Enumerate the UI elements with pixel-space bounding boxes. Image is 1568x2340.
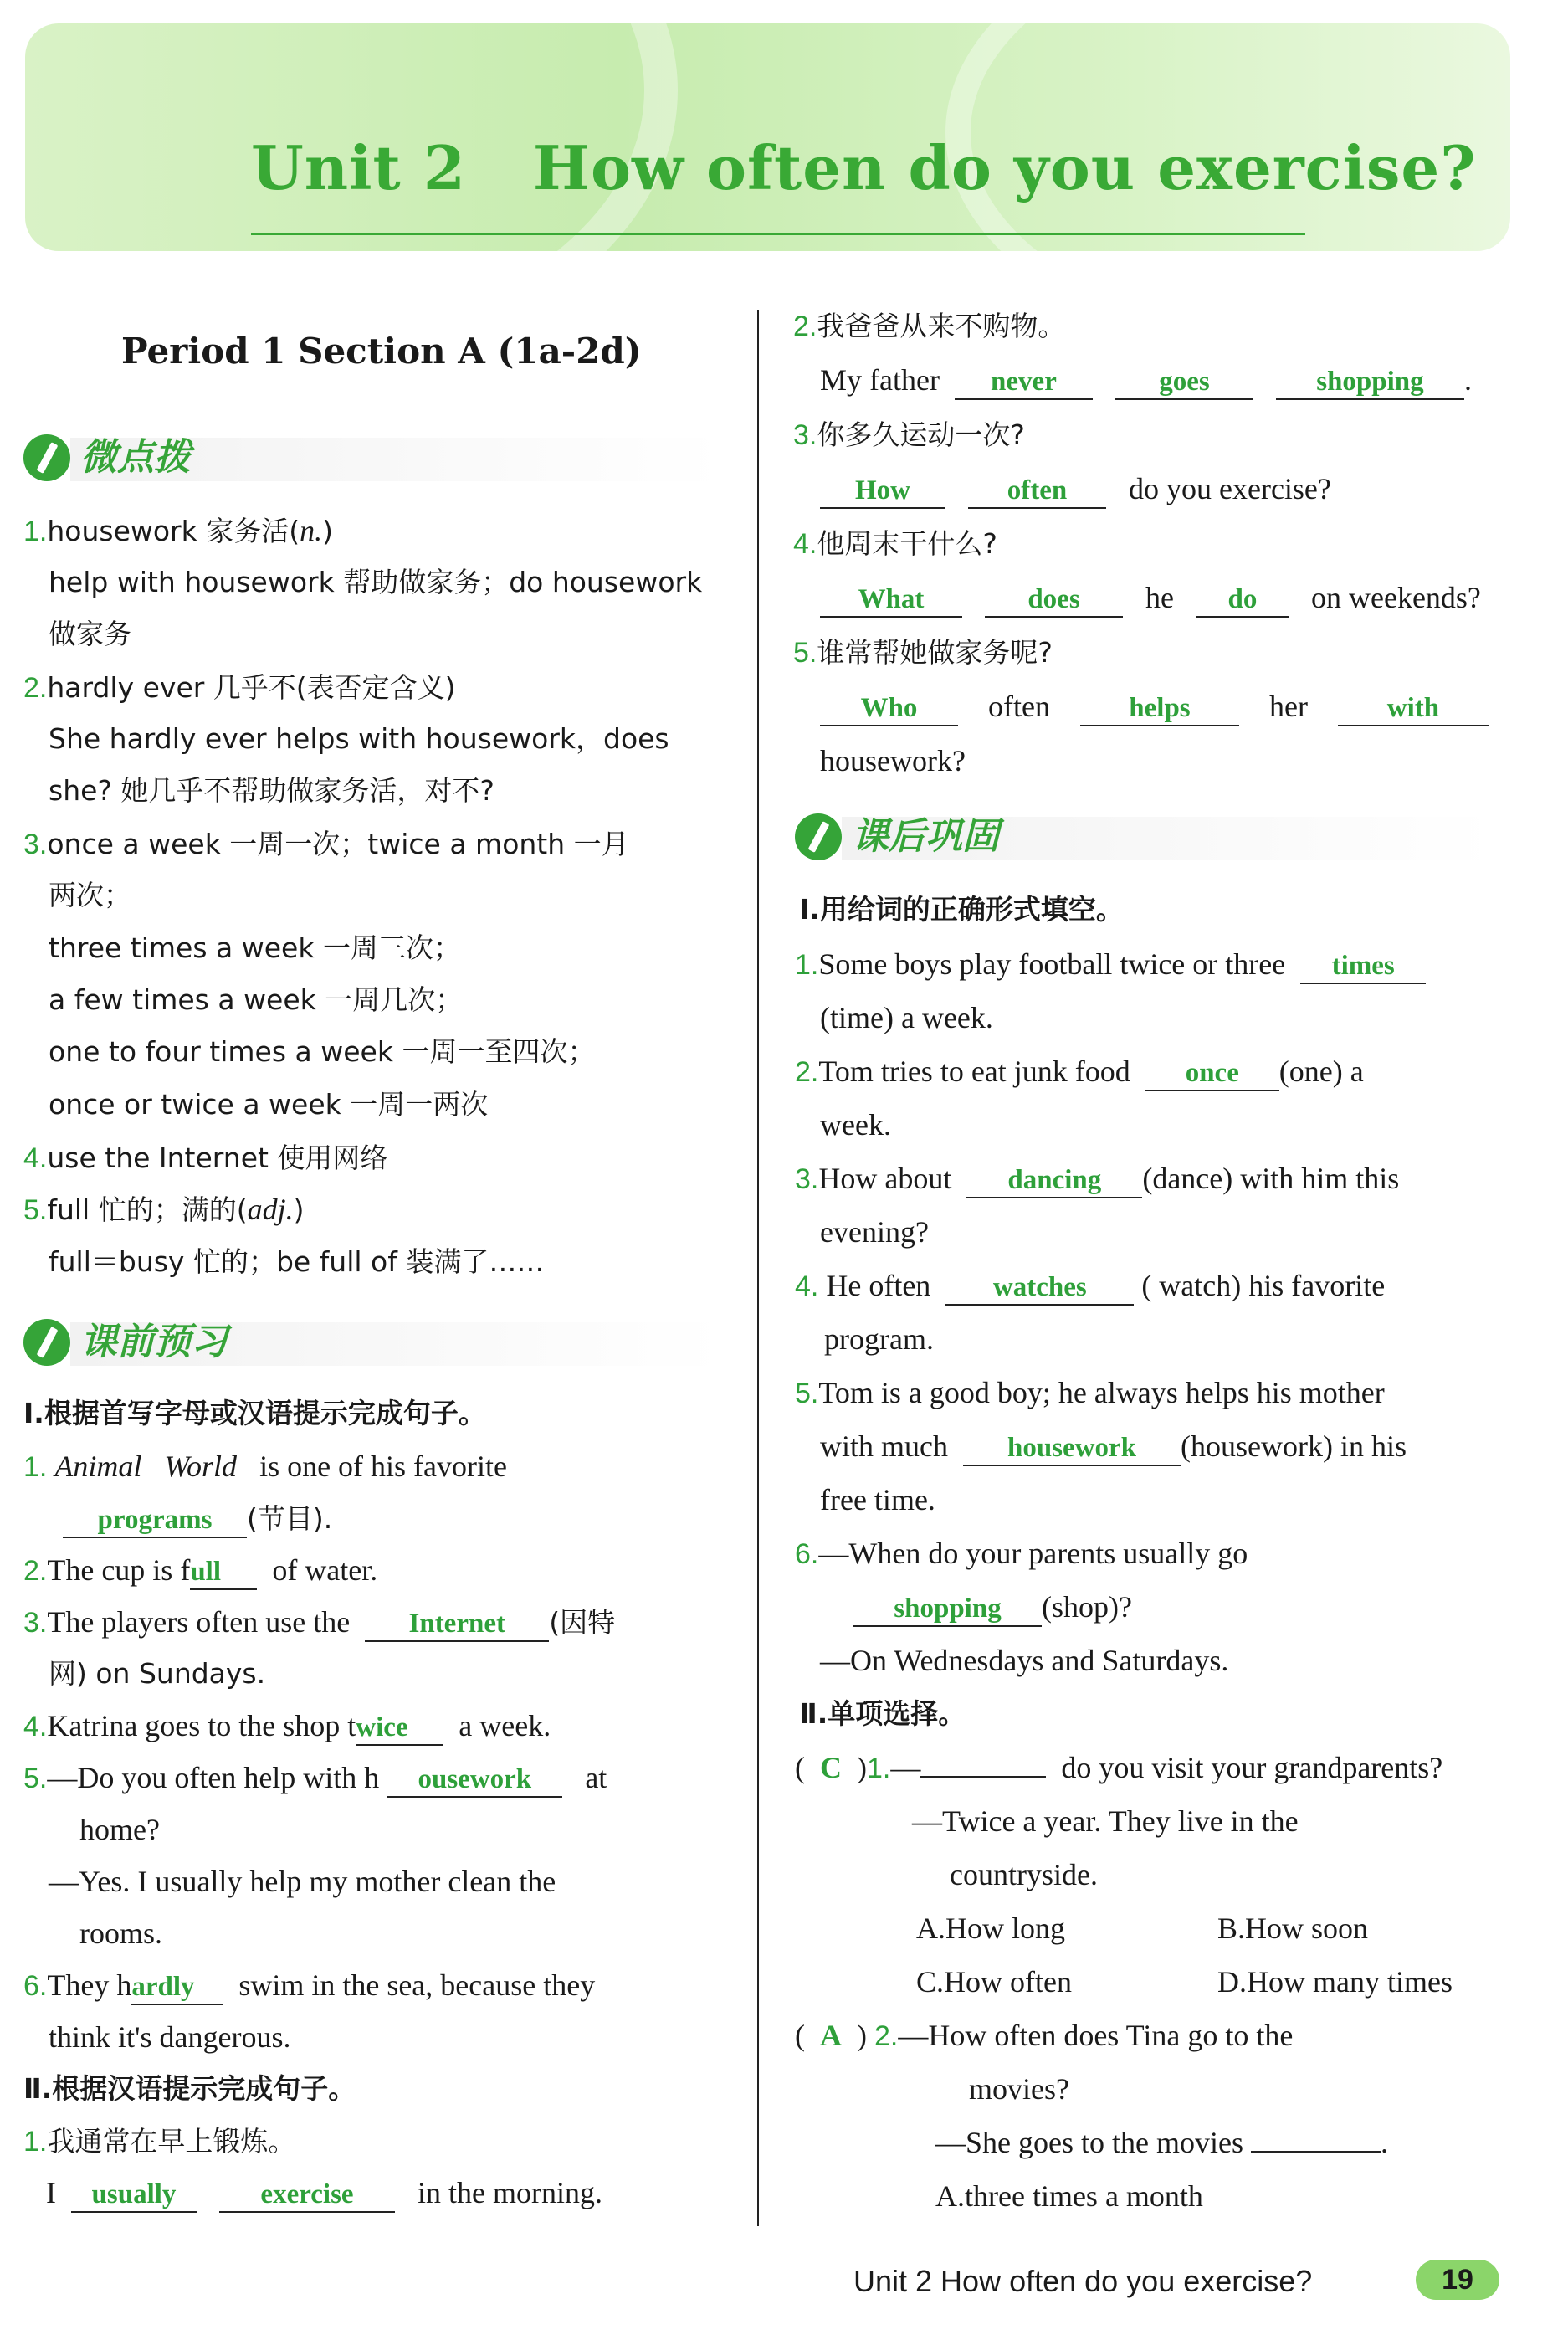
section-title: 课前预习 xyxy=(80,1321,228,1363)
micro-line: 做家务 xyxy=(49,618,131,650)
answer-blank: helps xyxy=(1080,691,1239,726)
answer-blank: once xyxy=(1145,1056,1279,1091)
choice-answer: C xyxy=(820,1751,842,1784)
micro-line: once or twice a week 一周一两次 xyxy=(49,1088,489,1121)
micro-item-4: 4.use the Internet 使用网络 xyxy=(23,1142,388,1174)
micro-line: three times a week 一周三次； xyxy=(49,931,461,964)
translate-q5: 5.谁常帮她做家务呢? xyxy=(793,636,1053,669)
after-q2-cont: week. xyxy=(820,1108,891,1142)
preview-q5-cont: rooms. xyxy=(79,1917,162,1950)
choice-q2-cont: movies? xyxy=(969,2072,1069,2106)
answer-blank: often xyxy=(968,474,1106,509)
preview-q6-cont: think it's dangerous. xyxy=(49,2020,291,2054)
unit-question: How often do you exercise? xyxy=(532,132,1477,203)
answer-blank: How xyxy=(820,474,945,509)
option-d: D.How many times xyxy=(1217,1965,1453,1999)
choice-q2-cont: —She goes to the movies . xyxy=(935,2126,1388,2159)
unit-title xyxy=(251,132,1476,203)
preview-q3: 3.The players often use the Internet (因特 xyxy=(23,1602,615,1643)
preview-q5-cont: home? xyxy=(79,1813,160,1846)
section-title: 课后巩固 xyxy=(852,815,999,858)
column-divider xyxy=(757,310,759,2226)
preview-q6: 6.They hardly swim in the sea, because they xyxy=(23,1965,595,2006)
part-title: Ⅱ.根据汉语提示完成句子。 xyxy=(23,2072,356,2105)
option-b: B.How soon xyxy=(1217,1912,1369,1945)
micro-line: one to four times a week 一周一至四次； xyxy=(49,1035,596,1068)
preview-q5: 5.—Do you often help with h ousework at xyxy=(23,1758,607,1799)
option-a: A.How long xyxy=(916,1912,1065,1945)
unit-number: Unit 2 xyxy=(251,132,466,203)
unit-banner xyxy=(25,23,1510,251)
preview-q3-cont: 网) on Sundays. xyxy=(49,1657,266,1690)
after-q3-cont: evening? xyxy=(820,1215,929,1249)
choice-answer: A xyxy=(820,2019,842,2052)
answer-blank: times xyxy=(1300,949,1426,984)
preview-q2: 2.The cup is full of water. xyxy=(23,1550,377,1591)
after-q1: 1.Some boys play football twice or three times xyxy=(795,944,1426,985)
micro-item-1: 1.housework 家务活(n.) xyxy=(23,514,333,547)
blank-line xyxy=(920,1751,1046,1778)
micro-line: 两次； xyxy=(49,879,131,911)
translate-q2-answer: My father never goes shopping . xyxy=(820,360,1472,400)
option-c: C.How often xyxy=(916,1965,1072,1999)
answer-blank: dancing xyxy=(966,1163,1142,1198)
answer-blank: ousework xyxy=(387,1763,562,1798)
after-q6: 6.—When do your parents usually go xyxy=(795,1537,1248,1570)
micro-line: a few times a week 一周几次； xyxy=(49,983,464,1016)
option-a: A.three times a month xyxy=(935,2179,1203,2213)
translate-q1-answer: I usually exercise in the morning. xyxy=(46,2173,602,2213)
blank-line xyxy=(1251,2126,1381,2153)
part-title: Ⅰ.用给词的正确形式填空。 xyxy=(799,893,1124,926)
micro-line: help with housework 帮助做家务；do housework xyxy=(49,566,703,598)
answer-blank: housework xyxy=(963,1431,1181,1466)
answer-blank: wice xyxy=(356,1711,443,1746)
after-q2: 2.Tom tries to eat junk food once (one) a xyxy=(795,1051,1364,1092)
translate-q5-cont: housework? xyxy=(820,744,966,777)
answer-blank: shopping xyxy=(853,1592,1042,1627)
choice-q2: ( A ) 2.—How often does Tina go to the xyxy=(795,2019,1294,2052)
after-q4-cont: program. xyxy=(824,1322,934,1356)
pen-icon xyxy=(23,1319,70,1366)
micro-item-3: 3.once a week 一周一次；twice a month 一月 xyxy=(23,828,629,860)
answer-blank: Who xyxy=(820,691,958,726)
answer-blank: never xyxy=(955,365,1093,400)
translate-q4: 4.他周末干什么? xyxy=(793,527,997,560)
preview-q4: 4.Katrina goes to the shop twice a week. xyxy=(23,1706,551,1747)
title-underline xyxy=(251,233,1305,235)
translate-q3: 3.你多久运动一次? xyxy=(793,418,1025,451)
answer-blank: ull xyxy=(190,1555,257,1590)
answer-blank: does xyxy=(985,582,1123,618)
after-q3: 3.How about dancing (dance) with him this xyxy=(795,1158,1399,1199)
section-title: 微点拨 xyxy=(80,436,191,479)
translate-q2: 2.我爸爸从来不购物。 xyxy=(793,310,1066,342)
answer-blank: What xyxy=(820,582,962,618)
choice-q1-cont: —Twice a year. They live in the xyxy=(912,1804,1299,1838)
answer-blank: usually xyxy=(71,2178,197,2213)
translate-q4-answer: What does he do on weekends? xyxy=(820,577,1481,618)
micro-item-2: 2.hardly ever 几乎不(表否定含义) xyxy=(23,671,456,704)
part-title: Ⅱ.单项选择。 xyxy=(799,1697,966,1730)
after-q1-cont: (time) a week. xyxy=(820,1001,993,1034)
page-footer: Unit 2 How often do you exercise? xyxy=(853,2264,1313,2298)
after-q4: 4. He often watches ( watch) his favorite xyxy=(795,1265,1385,1306)
choice-q1-cont: countryside. xyxy=(950,1858,1098,1891)
translate-q5-answer: Who often helps her with xyxy=(820,686,1489,726)
micro-line: She hardly ever helps with housework，does xyxy=(49,722,669,755)
answer-blank: goes xyxy=(1115,365,1253,400)
answer-blank: ardly xyxy=(131,1970,223,2005)
after-q6-cont: —On Wednesdays and Saturdays. xyxy=(820,1644,1229,1677)
after-q5-cont: with much housework (housework) in his xyxy=(820,1426,1407,1466)
after-q5: 5.Tom is a good boy; he always helps his mother xyxy=(795,1376,1385,1409)
preview-q1-cont: programs (节目). xyxy=(63,1498,332,1539)
preview-q1: 1. Animal World is one of his favorite xyxy=(23,1450,507,1483)
answer-blank: shopping xyxy=(1276,365,1464,400)
answer-blank: exercise xyxy=(219,2178,395,2213)
answer-blank: Internet xyxy=(365,1607,549,1642)
part-title: Ⅰ.根据首写字母或汉语提示完成句子。 xyxy=(23,1397,486,1429)
micro-line: full＝busy 忙的；be full of 装满了…… xyxy=(49,1245,545,1278)
answer-blank: with xyxy=(1338,691,1489,726)
translate-q1: 1.我通常在早上锻炼。 xyxy=(23,2125,296,2158)
answer-blank: watches xyxy=(945,1270,1134,1306)
after-q6-cont: shopping (shop)? xyxy=(853,1587,1132,1627)
preview-q5-cont: —Yes. I usually help my mother clean the xyxy=(49,1865,556,1898)
after-q5-cont: free time. xyxy=(820,1483,935,1516)
period-heading: Period 1 Section A (1a-2d) xyxy=(121,331,642,372)
choice-q1: ( C )1.— do you visit your grandparents? xyxy=(795,1751,1443,1784)
pen-icon xyxy=(795,813,842,860)
pen-icon xyxy=(23,434,70,481)
answer-blank: do xyxy=(1196,582,1289,618)
page-number: 19 xyxy=(1416,2260,1499,2300)
answer-blank: programs xyxy=(63,1503,247,1538)
micro-line: she? 她几乎不帮助做家务活，对不? xyxy=(49,774,494,807)
translate-q3-answer: How often do you exercise? xyxy=(820,469,1331,509)
micro-item-5: 5.full 忙的；满的(adj.) xyxy=(23,1193,305,1226)
